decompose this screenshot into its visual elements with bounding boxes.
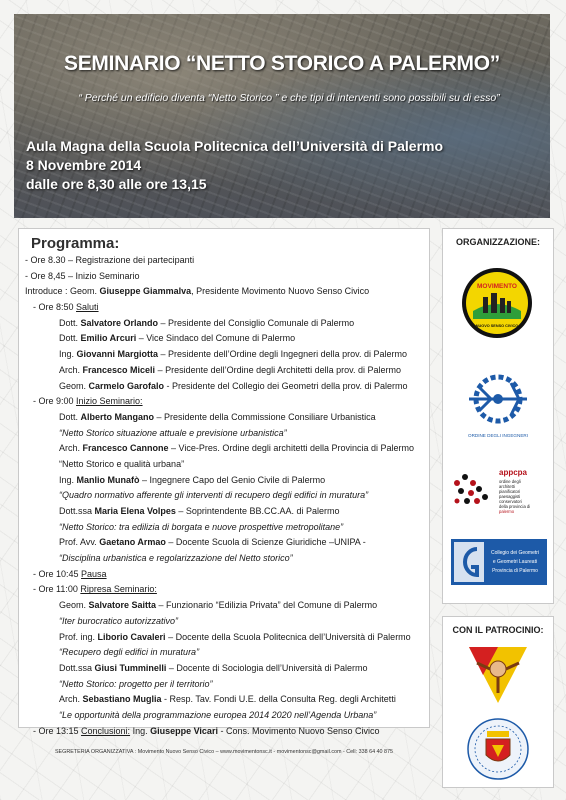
page-title: SEMINARIO “NETTO STORICO A PALERMO” (64, 52, 500, 75)
programma-line (25, 567, 427, 583)
logo4-line3: Provincia di Palermo (492, 568, 538, 574)
speaker-name: Giusi Tumminelli (94, 662, 167, 673)
speaker-name: Giovanni Margiotta (76, 349, 159, 360)
programma-line (25, 331, 427, 347)
line-text: – Docente Scuola di Scienze Giuridiche –UNIPA - (165, 537, 366, 548)
line-text: Arch. (59, 364, 83, 375)
programma-line (25, 645, 427, 661)
line-text: “Netto Storico situazione attuale e previsione urbanistica” (59, 427, 287, 438)
section-label: Ripresa Seminario: (80, 584, 157, 595)
programma-line (25, 316, 427, 332)
line-text: – Ingegnere Capo del Genio Civile di Palermo (139, 474, 326, 485)
venue-name: Aula Magna della Scuola Politecnica dell’Università di Palermo (26, 138, 444, 154)
programma-list (25, 253, 427, 739)
line-text: Dott. (59, 333, 81, 344)
logo1-text-top: MOVIMENTO (477, 283, 517, 290)
speaker-name: Liborio Cavaleri (97, 631, 166, 642)
logo3-line1: ordine degli (499, 479, 521, 484)
programma-line (25, 410, 427, 426)
line-text: Geom. (59, 380, 89, 391)
programma-line (25, 253, 427, 269)
line-text: Introduce : Geom. (25, 286, 100, 297)
programma-line (25, 708, 427, 724)
line-text: “Recupero degli edifici in muratura” (59, 647, 200, 658)
ordine-architetti-logo (449, 465, 549, 525)
programma-line (25, 598, 427, 614)
line-text: – Presidente dell’Ordine degli Architetti della prov. di Palermo (155, 364, 402, 375)
programma-line (25, 379, 427, 395)
logo3-line2: architetti (499, 484, 515, 489)
regione-sicilia-logo (463, 643, 533, 707)
line-text: “Le opportunità della programmazione europea 2014 2020 nell’Agenda Urbana” (59, 709, 377, 720)
speaker-name: Salvatore Saitta (88, 600, 157, 611)
line-text: , Presidente Movimento Nuovo Senso Civico (191, 286, 370, 297)
speaker-name: Sebastiano Muglia (82, 694, 162, 705)
line-text: “Netto Storico: tra edilizia di borgata e nuove prospettive metropolitane” (59, 521, 344, 532)
section-label: Pausa (81, 568, 107, 579)
logo4-line1: Collegio dei Geometri (490, 550, 540, 556)
collegio-geometri-logo (451, 539, 547, 585)
event-time: dalle ore 8,30 alle ore 13,15 (26, 176, 207, 192)
line-text: Dott. (59, 317, 81, 328)
line-text: Dott.ssa (59, 662, 95, 673)
line-text: “Iter burocratico autorizzativo” (59, 615, 179, 626)
line-text: – Docente di Sociologia dell’Università di Palermo (166, 662, 368, 673)
line-text: Ing. (59, 349, 77, 360)
programma-line (25, 394, 427, 410)
speaker-name: Francesco Miceli (82, 364, 156, 375)
speaker-name: Giuseppe Giammalva (99, 286, 192, 297)
line-text: - Ore 10:45 (33, 568, 82, 579)
line-text: Prof. Avv. (59, 537, 100, 548)
line-text: – Soprintendente BB.CC.AA. di Palermo (175, 506, 340, 516)
logo2-caption: ORDINE DEGLI INGEGNERI (468, 433, 528, 438)
line-text: Dott.ssa (59, 506, 95, 516)
line-text: - Ore 8:50 (33, 302, 77, 313)
line-text: - Presidente del Collegio dei Geometri della prov. di Palermo (164, 380, 408, 391)
programma-line (25, 347, 427, 363)
line-text: - Cons. Movimento Nuovo Senso Civico (217, 725, 380, 736)
logo3-line4: paesaggisti (499, 494, 521, 499)
line-text: - Ore 13:15 (33, 725, 82, 736)
line-text: - Resp. Tav. Fondi U.E. della Consulta Reg. degli Architetti (161, 694, 396, 705)
programma-line (25, 284, 427, 300)
line-text: “Netto Storico: progetto per il territorio” (59, 678, 213, 689)
programma-line (25, 614, 427, 630)
programma-line (25, 269, 427, 285)
section-label: Conclusioni: (81, 725, 131, 736)
footer-segreteria: SEGRETERIA ORGANIZZATIVA : Movimento Nuovo Senso Civico – www.movimentonsc.it - movimentonsc@gmail.com - Cell: 338 64 40 875 (54, 749, 394, 755)
logo4-line2: e Geometri Laureati (492, 559, 538, 565)
logo3-line7: palermo (499, 509, 515, 514)
programma-line (25, 300, 427, 316)
speaker-name: Francesco Cannone (82, 443, 169, 454)
programma-line (25, 457, 427, 473)
programma-line (25, 488, 427, 504)
programma-line (25, 426, 427, 442)
speaker-name: Alberto Mangano (80, 411, 155, 422)
logo1-text-bottom: NUOVO SENSO CIVICO (475, 324, 519, 328)
line-text: – Funzionario “Edilizia Privata” del Comune di Palermo (156, 600, 378, 611)
programma-line (25, 630, 427, 646)
programma-line (25, 363, 427, 379)
line-text: - Ore 11:00 (33, 584, 81, 595)
logo3-line5: conservatori (499, 499, 522, 504)
line-text: Arch. (59, 443, 83, 454)
speaker-name: Maria Elena Volpes (94, 506, 176, 516)
line-text: – Presidente del Consiglio Comunale di Palermo (158, 317, 355, 328)
speaker-name: Gaetano Armao (99, 537, 166, 548)
logo3-line6: della provincia di (499, 504, 531, 509)
event-date: 8 Novembre 2014 (26, 157, 142, 173)
line-text: Ing. (130, 725, 151, 736)
line-text: “Netto Storico e qualità urbana” (59, 458, 185, 469)
line-text: Arch. (59, 694, 83, 705)
programma-line (25, 473, 427, 489)
programma-line (25, 724, 427, 740)
movimento-nuovo-senso-civico-logo (461, 267, 533, 339)
programma-line (25, 677, 427, 693)
line-text: – Vice-Pres. Ordine degli architetti della Provincia di Palermo (168, 443, 414, 454)
line-text: - Ore 9:00 (33, 396, 77, 407)
line-text: Ing. (59, 474, 77, 485)
programma-line (25, 661, 427, 677)
programma-line (25, 441, 427, 457)
line-text: Dott. (59, 411, 81, 422)
organizzazione-heading: ORGANIZZAZIONE: (456, 237, 540, 247)
programma-title: Programma: (31, 235, 120, 252)
venue-block (26, 137, 443, 194)
speaker-name: Giuseppe Vicari (150, 725, 218, 736)
header-banner (14, 14, 550, 218)
line-text: – Presidente dell’Ordine degli Ingegneri della prov. di Palermo (158, 349, 408, 360)
subtitle: “ Perché un edificio diventa “Netto Storico ” e che tipi di interventi sono possibili su di esso” (78, 92, 500, 104)
provincia-palermo-logo (465, 713, 531, 783)
patrocinio-box (442, 616, 554, 788)
programma-line (25, 551, 427, 567)
programma-box (18, 228, 430, 736)
line-text: – Presidente della Commissione Consiliare Urbanistica (154, 411, 376, 422)
speaker-name: Emilio Arcuri (80, 333, 137, 344)
programma-line (25, 504, 427, 520)
line-text: Prof. ing. (59, 631, 98, 642)
speaker-name: Carmelo Garofalo (88, 380, 165, 391)
line-text: “Quadro normativo afferente gli interventi di recupero degli edifici in muratura” (59, 490, 369, 501)
line-text: - Ore 8.30 – Registrazione dei partecipanti (25, 255, 195, 265)
programma-line (25, 582, 427, 598)
patrocinio-heading: CON IL PATROCINIO: (452, 625, 544, 635)
line-text: – Docente della Scuola Politecnica dell’Università di Palermo (165, 631, 411, 642)
programma-line (25, 535, 427, 551)
line-text: - Ore 8,45 – Inizio Seminario (25, 270, 140, 281)
line-text: Geom. (59, 600, 89, 611)
speaker-name: Manlio Munafò (76, 474, 140, 485)
programma-line (25, 520, 427, 536)
logo3-code: appcpa (499, 468, 528, 477)
line-text: – Vice Sindaco del Comune di Palermo (136, 333, 296, 344)
section-label: Saluti (76, 302, 99, 313)
logo3-line3: pianificatori (499, 489, 521, 494)
programma-line (25, 692, 427, 708)
ordine-ingegneri-logo (461, 369, 535, 445)
organizzazione-box (442, 228, 554, 604)
section-label: Inizio Seminario: (76, 396, 143, 407)
speaker-name: Salvatore Orlando (80, 317, 159, 328)
line-text: “Disciplina urbanistica e regolarizzazione del Netto storico” (59, 553, 293, 564)
